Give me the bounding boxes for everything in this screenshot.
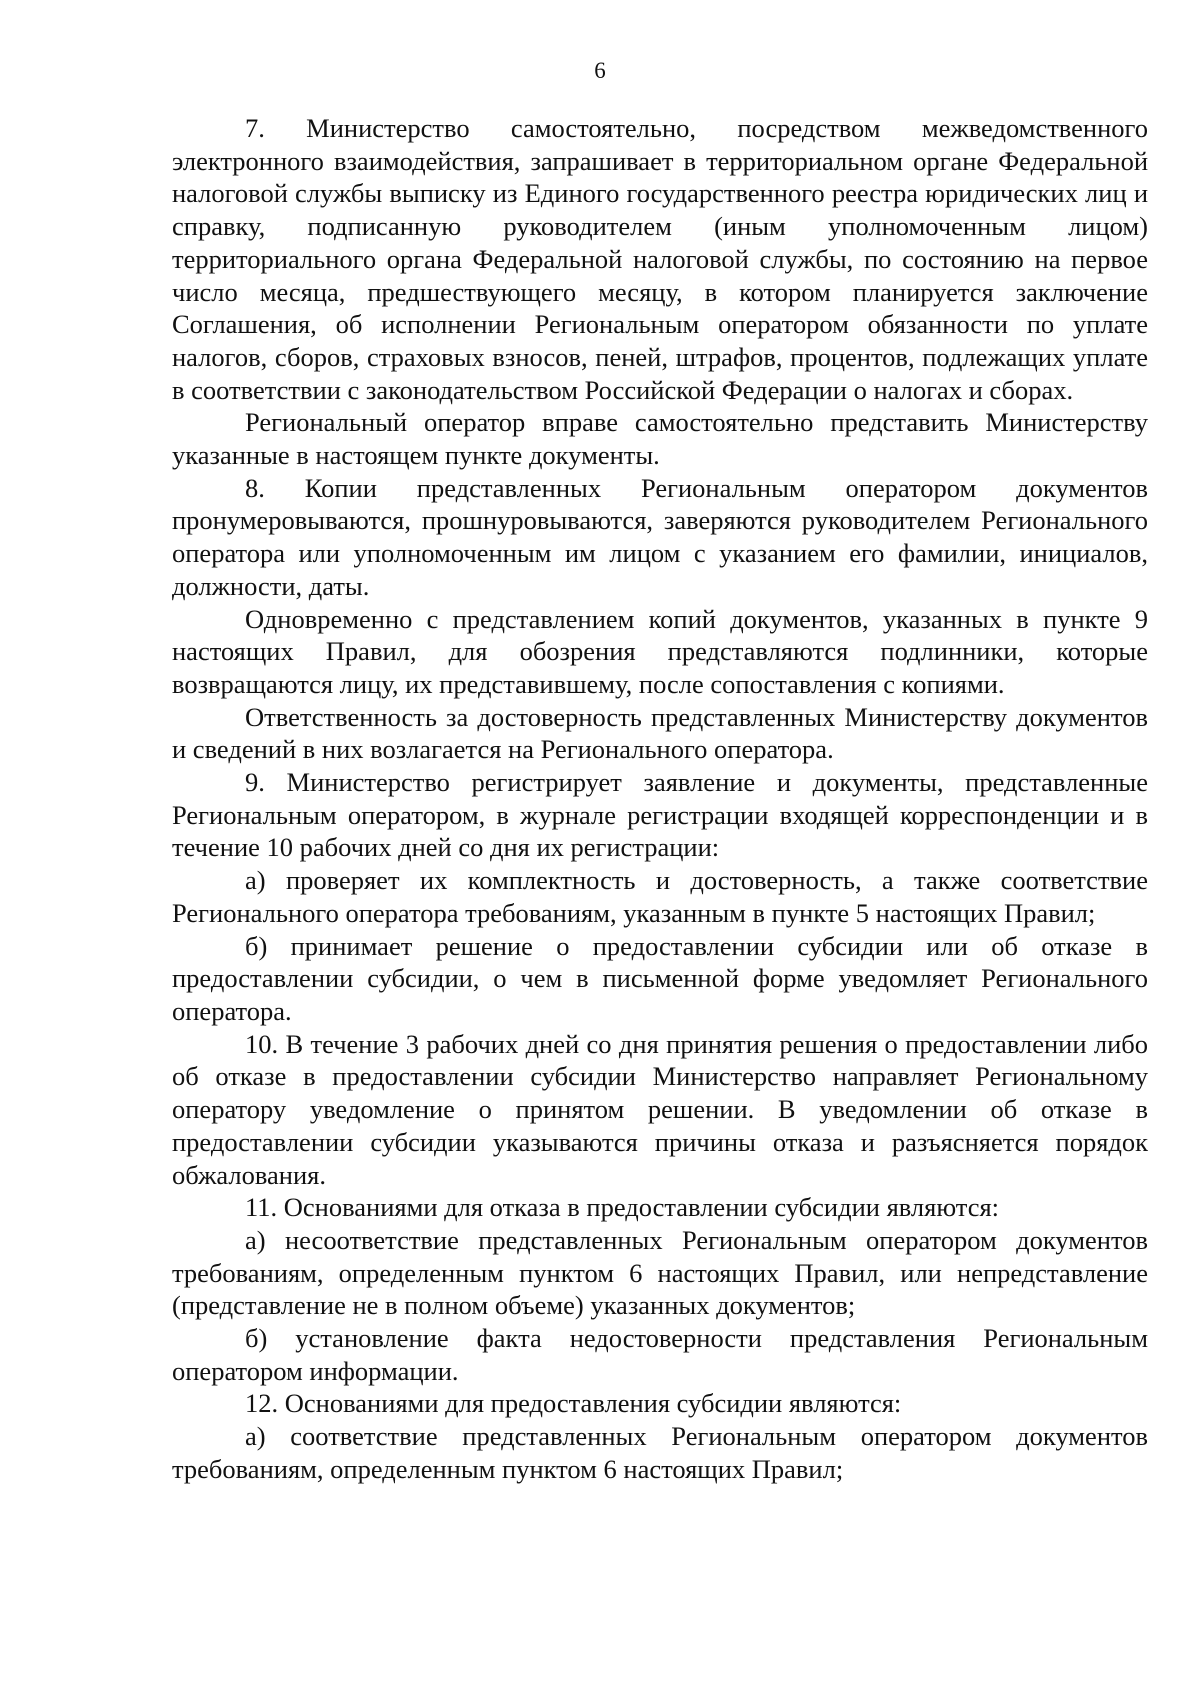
paragraph-11-b: б) установление факта недостоверности представления Региональным оператором информации. [172, 1323, 1148, 1386]
paragraph-12: 12. Основаниями для предоставления субсидии являются: [245, 1388, 902, 1419]
paragraph-9-a: а) проверяет их комплектность и достоверность, а также соответствие Регионального оператора требованиям, указанным в пункте 5 настоящих Правил; [172, 865, 1148, 928]
paragraph-8-responsibility: Ответственность за достоверность представленных Министерству документов и сведений в них возлагается на Регионального оператора. [172, 701, 1148, 765]
paragraph-7-note: Региональный оператор вправе самостоятельно представить Министерству указанные в настоящем пункте документы. [172, 407, 1148, 471]
paragraph-7: 7. Министерство самостоятельно, посредством межведомственного электронного взаимодействия, запрашивает в территориальном органе Федеральной налоговой службы выписку из Единого государственного реестра юридических лиц и справку, подписанную руководителем (иным уполномоченным лицом) территориального органа Федеральной налоговой службы, по состоянию на первое число месяца, предшествующего месяцу, в котором планируется заключение Соглашения, об исполнении Региональным оператором обязанности по уплате налогов, сборов, страховых взносов, пеней, штрафов, процентов, подлежащих уплате в соответствии с законодательством Российской Федерации о налогах и сборах. [172, 113, 1148, 405]
paragraph-9: 9. Министерство регистрирует заявление и документы, представленные Региональным оператором, в журнале регистрации входящей корреспонденции и в течение 10 рабочих дней со дня их регистрации: [172, 767, 1148, 863]
page-number: 6 [594, 58, 606, 83]
paragraph-11-a: а) несоответствие представленных Региональным оператором документов требованиям, определенным пунктом 6 настоящих Правил, или непредставление (представление не в полном объеме) указанных документов; [172, 1224, 1148, 1321]
paragraph-9-b: б) принимает решение о предоставлении субсидии или об отказе в предоставлении субсидии, о чем в письменной форме уведомляет Регионального оператора. [172, 930, 1148, 1026]
paragraph-8: 8. Копии представленных Региональным оператором документов пронумеровываются, прошнуровываются, заверяются руководителем Регионального оператора или уполномоченным им лицом с указанием его фамилии, инициалов, должности, даты. [172, 472, 1148, 601]
paragraph-11: 11. Основаниями для отказа в предоставлении субсидии являются: [245, 1192, 1000, 1223]
paragraph-10: 10. В течение 3 рабочих дней со дня принятия решения о предоставлении либо об отказе в предоставлении субсидии Министерство направляет Региональному оператору уведомление о принятом решении. В уведомлении об отказе в предоставлении субсидии указываются причины отказа и разъясняется порядок обжалования. [172, 1028, 1148, 1190]
paragraph-12-a: а) соответствие представленных Региональным оператором документов требованиям, определенным пунктом 6 настоящих Правил; [172, 1421, 1148, 1484]
paragraph-8-originals: Одновременно с представлением копий документов, указанных в пункте 9 настоящих Правил, для обозрения представляются подлинники, которые возвращаются лицу, их представившему, после сопоставления с копиями. [172, 603, 1148, 699]
document-body [172, 112, 1148, 1486]
